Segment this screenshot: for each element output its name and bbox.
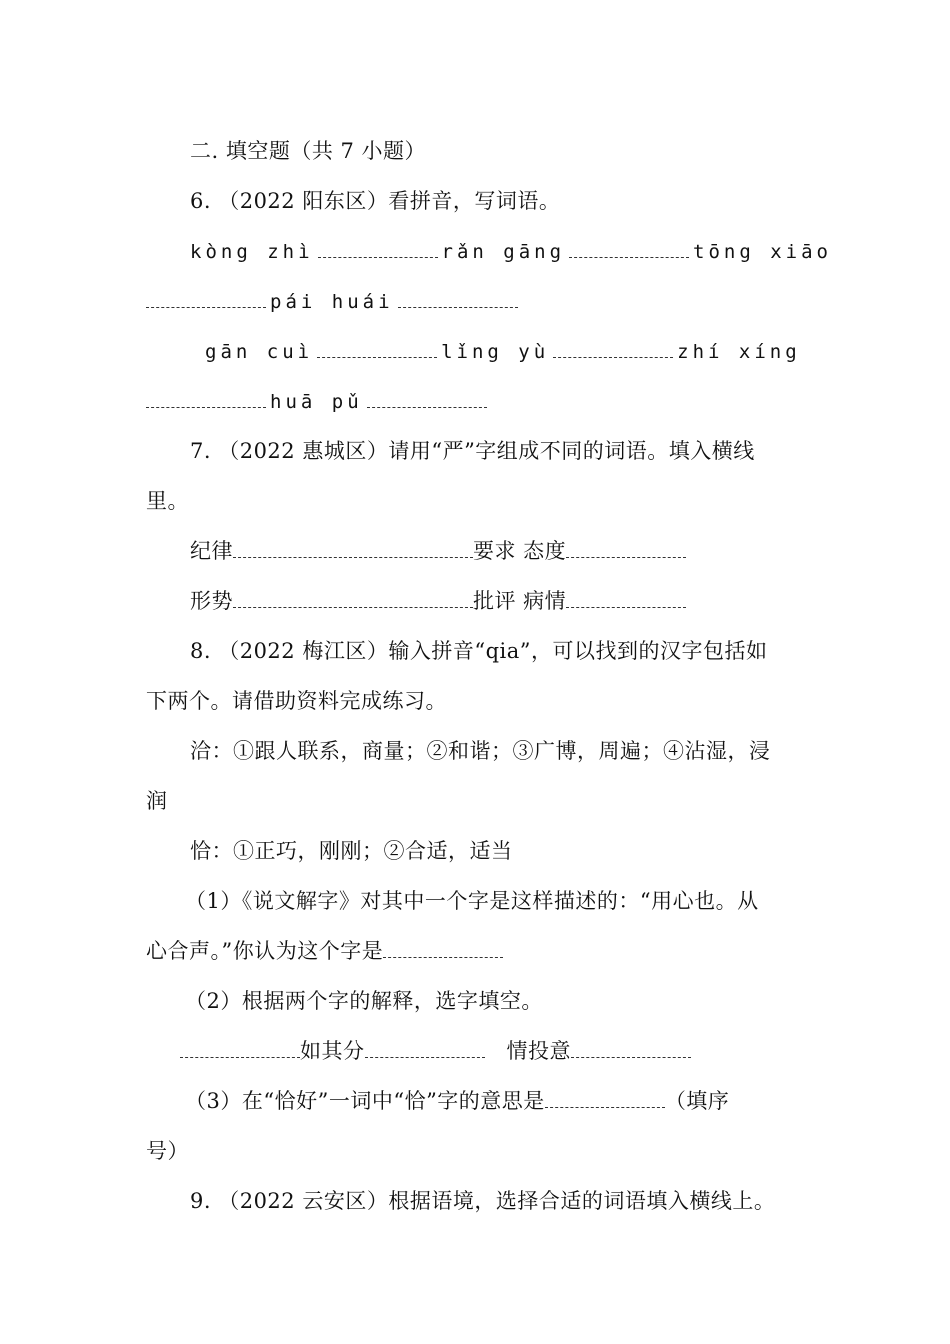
- answer-blank[interactable]: [317, 339, 437, 358]
- q6-pinyin-row1: [190, 237, 832, 266]
- pinyin-1: kòng zhì: [190, 241, 314, 263]
- answer-blank[interactable]: [566, 539, 686, 558]
- q8-def2: 恰：①正巧，刚刚；②合适，适当: [190, 839, 513, 863]
- pinyin-3: tōng xiāo: [693, 241, 832, 263]
- answer-blank[interactable]: [566, 589, 686, 608]
- answer-blank[interactable]: [569, 239, 689, 258]
- pinyin-4: pái huái: [270, 291, 394, 313]
- q6-pinyin-row2: [146, 287, 522, 316]
- answer-blank[interactable]: [233, 539, 473, 558]
- q8-part3-1: [185, 1087, 729, 1115]
- q8-part1-2: [146, 937, 503, 965]
- q8-part2: （2）根据两个字的解释，选字填空。: [185, 989, 543, 1013]
- answer-blank[interactable]: [318, 239, 438, 258]
- q8-def1-1: 洽：①跟人联系，商量；②和谐；③广博，周遍；④沾湿，浸: [190, 739, 771, 763]
- answer-blank[interactable]: [383, 939, 503, 958]
- q7-stem-1: 7. （2022 惠城区）请用“严”字组成不同的词语。填入横线: [190, 439, 755, 463]
- text: （填序: [664, 1089, 730, 1113]
- pinyin-6: lǐng yù: [441, 341, 550, 363]
- q8-part1-1: （1）《说文解字》对其中一个字是这样描述的：“用心也。从: [185, 889, 759, 913]
- word: 情投意: [506, 1039, 571, 1063]
- answer-blank[interactable]: [571, 1039, 691, 1058]
- q6-stem: 6. （2022 阳东区）看拼音，写词语。: [190, 189, 561, 213]
- q6-pinyin-row3: [205, 337, 801, 366]
- pinyin-8: huā pǔ: [270, 391, 363, 413]
- answer-blank[interactable]: [553, 339, 673, 358]
- section-heading: 二. 填空题（共 7 小题）: [190, 139, 427, 163]
- q8-part3-2: 号）: [146, 1139, 189, 1163]
- q8-stem-1: 8. （2022 梅江区）输入拼音“qia”，可以找到的汉字包括如: [190, 639, 768, 663]
- word: 形势: [190, 589, 233, 613]
- answer-blank[interactable]: [233, 589, 473, 608]
- answer-blank[interactable]: [365, 1039, 485, 1058]
- q8-stem-2: 下两个。请借助资料完成练习。: [146, 689, 447, 713]
- answer-blank[interactable]: [398, 289, 518, 308]
- answer-blank[interactable]: [146, 289, 266, 308]
- word: 要求 态度: [473, 539, 567, 563]
- q8-part2-fill: [180, 1037, 691, 1065]
- q8-def1-2: 润: [146, 789, 168, 813]
- word: 纪律: [190, 539, 233, 563]
- q7-stem-2: 里。: [146, 489, 189, 513]
- pinyin-2: rǎn gāng: [441, 241, 566, 263]
- q6-pinyin-row4: [146, 387, 491, 416]
- pinyin-7: zhí xíng: [677, 341, 801, 363]
- q7-row1: [190, 537, 686, 565]
- q9-stem: 9. （2022 云安区）根据语境，选择合适的词语填入横线上。: [190, 1189, 776, 1213]
- text: 心合声。”你认为这个字是: [146, 939, 384, 963]
- word: 如其分: [300, 1039, 365, 1063]
- pinyin-5: gān cuì: [205, 341, 314, 363]
- answer-blank[interactable]: [367, 389, 487, 408]
- answer-blank[interactable]: [180, 1039, 300, 1058]
- q7-row2: [190, 587, 686, 615]
- answer-blank[interactable]: [545, 1089, 665, 1108]
- text: （3）在“恰好”一词中“恰”字的意思是: [185, 1089, 545, 1113]
- word: 批评 病情: [473, 589, 567, 613]
- answer-blank[interactable]: [146, 389, 266, 408]
